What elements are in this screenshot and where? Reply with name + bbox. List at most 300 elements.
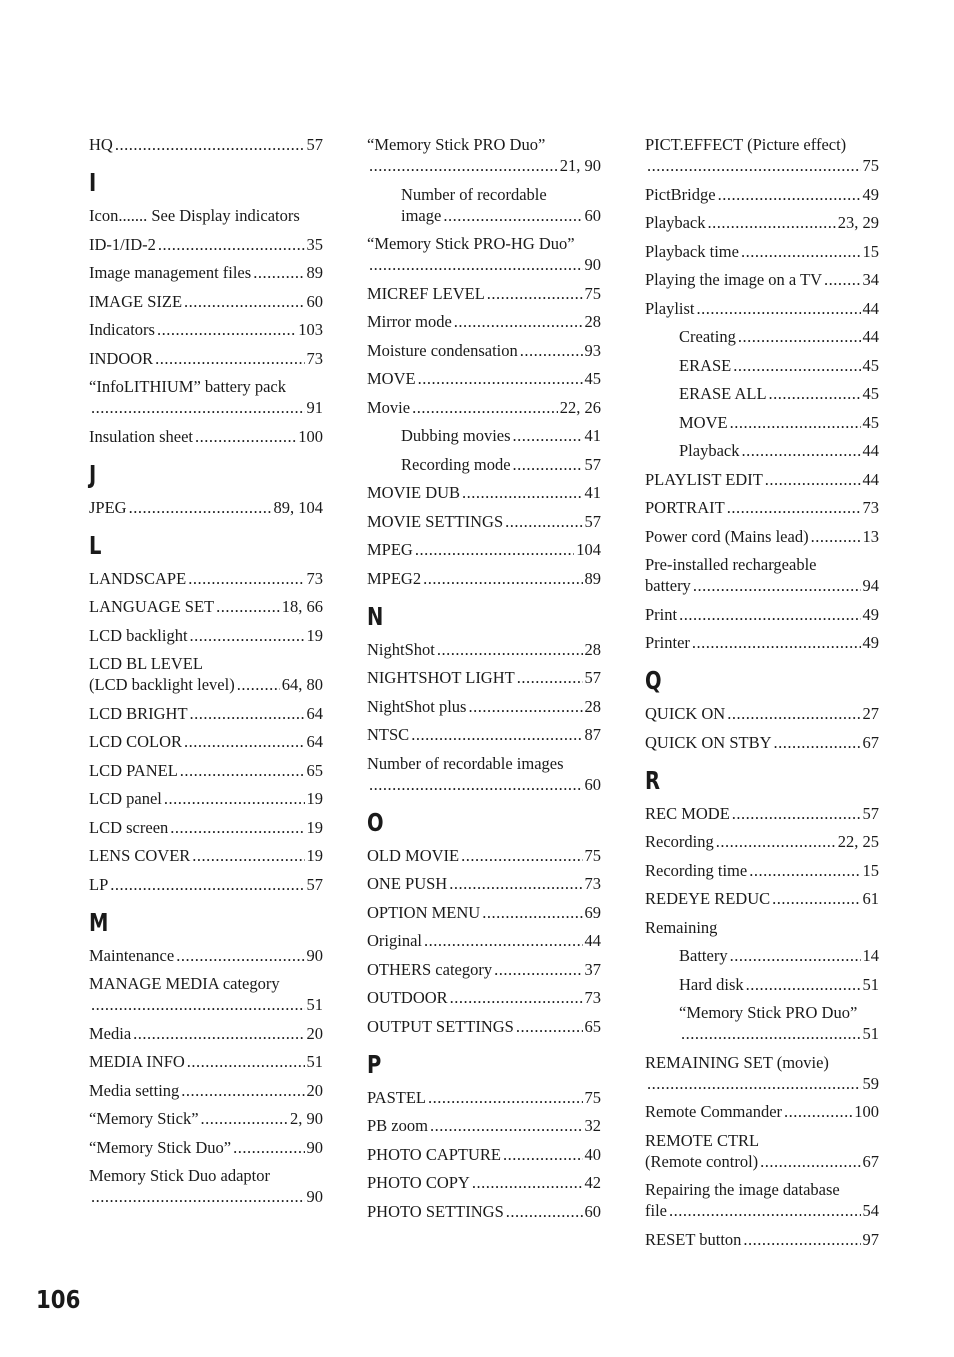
dot-leader (158, 234, 305, 255)
dot-leader (697, 298, 861, 319)
dot-leader (237, 674, 280, 695)
entry-term-line: Repairing the image database (645, 1180, 840, 1199)
entry-term: Movie (367, 397, 411, 417)
index-letter-heading: M (89, 907, 109, 937)
entry-term: (LCD backlight level) (89, 675, 235, 694)
page-reference: 45 (862, 355, 879, 375)
dot-leader (716, 831, 836, 852)
dot-leader (769, 383, 861, 404)
page-reference: 45 (862, 384, 879, 403)
index-subentry (645, 326, 879, 347)
dot-leader (110, 874, 304, 895)
index-entry (89, 788, 323, 809)
index-entry (645, 241, 879, 262)
index-entry (645, 888, 879, 909)
page-reference: 100 (298, 426, 323, 446)
index-entry (645, 1130, 879, 1172)
dot-leader (741, 241, 861, 262)
index-entry (367, 539, 601, 560)
index-entry (367, 845, 601, 866)
index-letter-heading: R (645, 765, 661, 795)
dot-leader (730, 945, 861, 966)
index-entry (89, 596, 323, 617)
page-reference: 73 (584, 988, 601, 1007)
entry-term: LANGUAGE SET (89, 597, 215, 616)
dot-leader (732, 803, 861, 824)
entry-term: battery (645, 576, 691, 595)
entry-term: NIGHTSHOT LIGHT (367, 668, 515, 687)
page-reference: 60 (584, 774, 601, 794)
entry-term: PictBridge (645, 184, 716, 204)
page-reference: 97 (862, 1229, 879, 1249)
index-entry (89, 1023, 323, 1044)
dot-leader (91, 994, 305, 1015)
dot-leader (718, 184, 861, 205)
page-reference: 2, 90 (290, 1109, 323, 1128)
entry-term: Printer (645, 633, 690, 652)
entry-term: “Memory Stick Duo” (89, 1137, 232, 1157)
dot-leader (647, 155, 861, 176)
entry-term-line: Number of recordable images (367, 753, 564, 773)
index-subentry (367, 184, 601, 226)
page-reference: 75 (584, 1087, 601, 1107)
index-entry (367, 397, 601, 418)
dot-leader (176, 945, 304, 966)
dot-leader (503, 1144, 582, 1165)
page-reference: 64, 80 (281, 675, 323, 694)
index-entry (367, 987, 601, 1008)
index-entry (645, 732, 879, 753)
index-entry (367, 283, 601, 304)
dot-leader (461, 845, 582, 866)
page-reference: 64 (306, 732, 323, 751)
dot-leader (513, 454, 583, 475)
entry-term: (Remote control) (645, 1151, 759, 1171)
page-reference: 32 (584, 1116, 601, 1135)
index-entry (367, 134, 601, 176)
entry-term-line: REMAINING SET (movie) (645, 1052, 829, 1072)
index-entry (367, 511, 601, 532)
dot-leader (450, 987, 583, 1008)
dot-leader (494, 959, 582, 980)
page-reference: 61 (862, 889, 879, 908)
dot-leader (468, 696, 582, 717)
dot-leader (412, 397, 558, 418)
entry-term: ERASE ALL (679, 384, 767, 403)
page-reference: 19 (306, 625, 323, 645)
entry-term: PORTRAIT (645, 498, 725, 517)
entry-term: Original (367, 931, 422, 950)
page-reference: 19 (306, 817, 323, 837)
entry-term: Remaining (645, 917, 718, 937)
index-column-3 (645, 134, 879, 1257)
entry-term-line: PICT.EFFECT (Picture effect) (645, 135, 847, 154)
page-reference: 69 (584, 902, 601, 922)
page-reference: 73 (306, 568, 323, 588)
dot-leader (184, 291, 304, 312)
index-entry (89, 731, 323, 752)
index-entry (645, 497, 879, 518)
page-reference: 67 (862, 1151, 879, 1171)
index-entry (89, 1137, 323, 1158)
dot-leader (506, 1201, 583, 1222)
entry-term: MOVE (679, 412, 728, 432)
index-entry (367, 1016, 601, 1037)
entry-term: Recording (645, 832, 714, 851)
entry-term: OUTPUT SETTINGS (367, 1016, 514, 1036)
dot-leader (811, 526, 861, 547)
index-entry (89, 1108, 323, 1129)
index-entry (367, 696, 601, 717)
dot-leader (692, 632, 861, 653)
index-subentry (645, 412, 879, 433)
entry-term: MICREF LEVEL (367, 283, 485, 303)
entry-term-line: MANAGE MEDIA category (89, 974, 280, 993)
entry-term: OLD MOVIE (367, 845, 460, 865)
page-reference: 103 (298, 320, 323, 339)
dot-leader (738, 326, 861, 347)
index-entry (89, 376, 323, 418)
page-reference: 87 (584, 725, 601, 744)
dot-leader (157, 319, 296, 340)
dot-leader (730, 412, 861, 433)
entry-term-line: LCD BL LEVEL (89, 654, 203, 673)
page-reference: 93 (584, 340, 601, 360)
index-subentry (645, 1002, 879, 1044)
page-reference: 57 (306, 874, 323, 894)
dot-leader (180, 760, 305, 781)
page-reference: 22, 26 (559, 397, 601, 417)
entry-term: REC MODE (645, 803, 730, 823)
entry-term: Remote Commander (645, 1102, 783, 1121)
index-subentry (367, 454, 601, 475)
entry-term: Playback (645, 213, 706, 232)
entry-term: PHOTO COPY (367, 1173, 470, 1192)
dot-leader (681, 1023, 861, 1044)
entry-term: NightShot plus (367, 696, 467, 716)
page-reference: 57 (306, 135, 323, 154)
index-entry (367, 667, 601, 688)
entry-term: LP (89, 874, 109, 894)
entry-term: image (401, 205, 442, 225)
dot-leader (520, 340, 583, 361)
dot-leader (181, 1080, 304, 1101)
page-reference: 49 (862, 184, 879, 204)
entry-term: Media (89, 1023, 132, 1043)
page-reference: 21, 90 (559, 156, 601, 175)
dot-leader (669, 1200, 861, 1221)
page-reference: 15 (862, 860, 879, 880)
index-entry (367, 959, 601, 980)
page-reference: 89, 104 (273, 497, 323, 517)
entry-term: ONE PUSH (367, 874, 448, 893)
index-subentry (645, 945, 879, 966)
entry-term: ERASE (679, 355, 732, 375)
dot-leader (91, 397, 305, 418)
index-entry (89, 262, 323, 283)
entry-term: Moisture condensation (367, 340, 518, 360)
dot-leader (482, 902, 582, 923)
page-reference: 34 (862, 270, 879, 289)
index-entry (367, 1172, 601, 1193)
dot-leader (155, 348, 304, 369)
index-entry (89, 291, 323, 312)
page-reference: 44 (862, 327, 879, 346)
index-entry (89, 205, 323, 226)
entry-term: Battery (679, 946, 728, 965)
index-entry (89, 568, 323, 589)
index-letter-heading: Q (645, 666, 662, 695)
index-entry (89, 348, 323, 369)
dot-leader (201, 1108, 288, 1129)
page-reference: 100 (854, 1102, 879, 1121)
index-entry (367, 1087, 601, 1108)
index-entry (645, 604, 879, 625)
index-entry (89, 874, 323, 895)
index-entry (645, 803, 879, 824)
entry-term: Hard disk (679, 974, 744, 994)
index-entry (645, 554, 879, 596)
index-letter-heading: P (367, 1049, 382, 1079)
entry-term: Indicators (89, 320, 155, 339)
entry-term: JPEG (89, 497, 127, 517)
index-entry (367, 1201, 601, 1222)
index-subentry (645, 974, 879, 995)
entry-term: LCD COLOR (89, 732, 183, 751)
dot-leader (749, 860, 860, 881)
entry-term: Recording time (645, 860, 748, 880)
entry-term: MPEG (367, 540, 413, 559)
page-reference: 18, 66 (281, 597, 323, 616)
dot-leader (513, 425, 583, 446)
page-reference: 90 (584, 255, 601, 274)
entry-term: OPTION MENU (367, 902, 481, 922)
dot-leader (733, 355, 860, 376)
page-reference: 64 (306, 703, 323, 723)
entry-term: MOVIE SETTINGS (367, 511, 504, 531)
index-entry (645, 703, 879, 724)
page-reference: 23, 29 (837, 213, 879, 232)
index-letter-heading: I (89, 168, 97, 197)
dot-leader (192, 845, 304, 866)
index-entry (367, 724, 601, 745)
entry-term: NTSC (367, 725, 410, 744)
page-reference: 44 (862, 441, 879, 460)
index-entry (645, 632, 879, 653)
dot-leader (727, 703, 860, 724)
page-reference: 22, 25 (837, 832, 879, 851)
dot-leader (115, 134, 305, 155)
page-reference: 90 (306, 1137, 323, 1157)
page-reference: 13 (862, 526, 879, 546)
entry-term: Print (645, 604, 678, 624)
entry-term: LCD BRIGHT (89, 703, 188, 723)
dot-leader (707, 212, 835, 233)
dot-leader (216, 596, 280, 617)
entry-term: Maintenance (89, 945, 175, 965)
index-entry (645, 134, 879, 176)
page-reference: 27 (862, 704, 879, 723)
page-reference: 59 (862, 1073, 879, 1093)
entry-term: LANDSCAPE (89, 568, 187, 588)
index-entry (367, 1144, 601, 1165)
entry-term-line: REMOTE CTRL (645, 1130, 760, 1150)
dot-leader (133, 1023, 304, 1044)
entry-term: HQ (89, 135, 113, 154)
entry-term: MEDIA INFO (89, 1052, 185, 1071)
index-entry (367, 753, 601, 795)
page-reference: 54 (862, 1201, 879, 1220)
dot-leader (195, 426, 296, 447)
dot-leader (188, 568, 304, 589)
index-entry (367, 311, 601, 332)
dot-leader (190, 703, 305, 724)
dot-leader (187, 1051, 305, 1072)
entry-term: file (645, 1201, 667, 1220)
page-reference: 14 (862, 946, 879, 965)
page-reference: 75 (584, 845, 601, 865)
index-column-1 (89, 134, 323, 1215)
entry-term: ID-1/ID-2 (89, 234, 156, 254)
index-entry (89, 319, 323, 340)
index-entry (367, 873, 601, 894)
page-reference: 51 (862, 974, 879, 994)
dot-leader (423, 568, 582, 589)
index-entry (89, 760, 323, 781)
index-entry (89, 625, 323, 646)
page-reference: 15 (862, 241, 879, 261)
dot-leader (170, 817, 304, 838)
entry-term: MOVE (367, 369, 416, 388)
index-subentry (367, 425, 601, 446)
dot-leader (369, 254, 583, 275)
entry-term: QUICK ON (645, 704, 726, 723)
dot-leader (418, 368, 583, 389)
page-reference: 45 (862, 412, 879, 432)
entry-term: INDOOR (89, 348, 154, 368)
dot-leader (727, 497, 861, 518)
index-entry (89, 653, 323, 695)
dot-leader (449, 873, 582, 894)
entry-term: Media setting (89, 1080, 180, 1100)
index-entry (89, 1051, 323, 1072)
index-entry (367, 930, 601, 951)
index-entry (89, 973, 323, 1015)
page-reference: 19 (306, 846, 323, 865)
index-entry (89, 1080, 323, 1101)
page-reference: 60 (306, 291, 323, 311)
index-entry (89, 845, 323, 866)
page-reference: 19 (306, 789, 323, 808)
page-reference: 37 (584, 959, 601, 979)
dot-leader (784, 1101, 852, 1122)
dot-leader (505, 511, 582, 532)
entry-term: LENS COVER (89, 846, 191, 865)
index-entry (367, 902, 601, 923)
page-reference: 44 (862, 298, 879, 318)
dot-leader (428, 1087, 583, 1108)
page-reference: 28 (584, 696, 601, 716)
index-entry (367, 482, 601, 503)
dot-leader (774, 732, 861, 753)
index-letter-heading: O (367, 807, 384, 837)
index-entry (89, 497, 323, 518)
dot-leader (190, 625, 305, 646)
entry-term: RESET button (645, 1229, 742, 1249)
page-reference: 51 (862, 1024, 879, 1043)
page-reference: 73 (306, 348, 323, 368)
index-entry (645, 1229, 879, 1250)
entry-term: IMAGE SIZE (89, 291, 183, 311)
dot-leader (693, 575, 861, 596)
index-entry (367, 1115, 601, 1136)
dot-leader (487, 283, 583, 304)
page-reference: 57 (584, 668, 601, 687)
page-reference: 41 (584, 483, 601, 502)
index-entry (645, 526, 879, 547)
dot-leader (824, 269, 860, 290)
index-entry (645, 269, 879, 290)
index-entry (367, 340, 601, 361)
entry-term: OTHERS category (367, 959, 493, 979)
dot-leader (517, 667, 583, 688)
page-reference: 20 (306, 1080, 323, 1100)
entry-term: MOVIE DUB (367, 483, 461, 502)
page-reference: 51 (306, 1052, 323, 1071)
page-reference: 51 (306, 995, 323, 1014)
entry-term: PASTEL (367, 1087, 426, 1107)
page-reference: 91 (306, 398, 323, 417)
entry-term: Mirror mode (367, 312, 452, 331)
entry-term: Dubbing movies (401, 426, 511, 445)
entry-term: QUICK ON STBY (645, 732, 772, 752)
page-reference: 20 (306, 1023, 323, 1043)
entry-term: Playing the image on a TV (645, 270, 823, 289)
index-column-2 (367, 134, 601, 1229)
page-reference: 49 (862, 604, 879, 624)
dot-leader (772, 888, 860, 909)
dot-leader (746, 974, 861, 995)
entry-term: Recording mode (401, 454, 511, 474)
entry-term: PHOTO SETTINGS (367, 1201, 504, 1221)
dot-leader (369, 155, 558, 176)
entry-term: PB zoom (367, 1116, 428, 1135)
page-reference: 75 (862, 156, 879, 175)
index-entry (645, 469, 879, 490)
index-entry (645, 298, 879, 319)
page-reference: 40 (584, 1144, 601, 1164)
dot-leader (233, 1137, 304, 1158)
page-reference: 57 (584, 454, 601, 474)
page-reference: 28 (584, 312, 601, 331)
dot-leader (516, 1016, 583, 1037)
index-entry (89, 426, 323, 447)
dot-leader (129, 497, 272, 518)
index-letter-heading: L (89, 530, 102, 560)
dot-leader (424, 930, 583, 951)
index-entry (645, 184, 879, 205)
entry-term: LCD screen (89, 817, 169, 837)
index-entry (367, 639, 601, 660)
entry-term: LCD PANEL (89, 760, 178, 780)
dot-leader (91, 1186, 305, 1207)
index-entry (89, 945, 323, 966)
page-reference: 49 (862, 633, 879, 652)
entry-term: OUTDOOR (367, 988, 448, 1007)
index-letter-heading: N (367, 601, 384, 631)
entry-term: Insulation sheet (89, 426, 194, 446)
page-reference: 65 (306, 760, 323, 780)
